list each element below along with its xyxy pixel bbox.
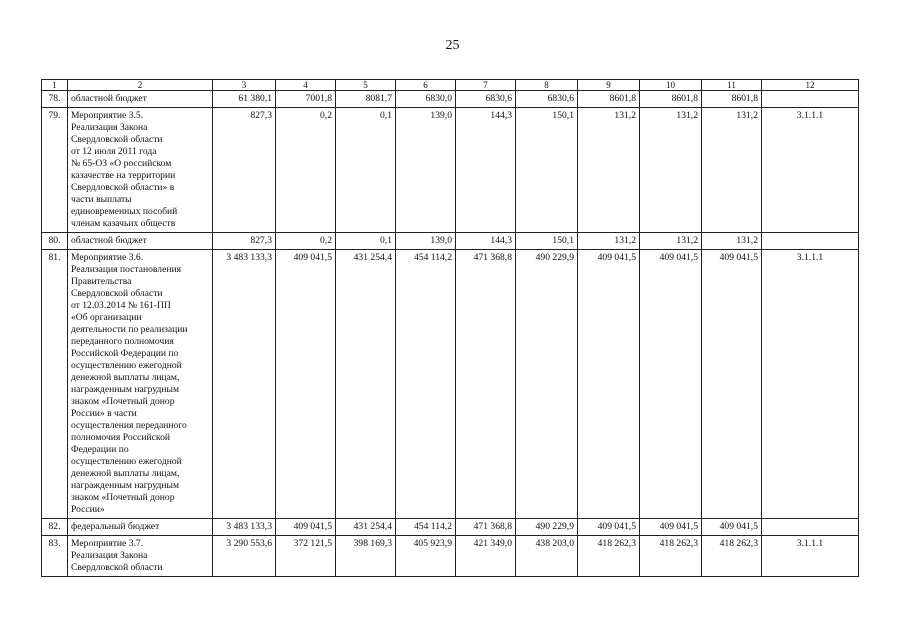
table-row (42, 233, 859, 250)
value-cell: 418 262,3 (578, 536, 640, 577)
description-line: денежной выплаты лицам, (71, 372, 180, 383)
description-line: Федерации по (71, 444, 129, 455)
description-line: Свердловской области (71, 134, 163, 145)
column-number: 9 (578, 80, 640, 91)
value-cell: 409 041,5 (578, 250, 640, 519)
value-cell: 131,2 (640, 233, 702, 250)
row-description (68, 519, 213, 536)
value-cell: 405 923,9 (396, 536, 456, 577)
value-cell: 144,3 (456, 233, 516, 250)
value-cell: 471 368,8 (456, 250, 516, 519)
value-cell: 3 290 553,6 (213, 536, 276, 577)
value-cell: 131,2 (702, 233, 762, 250)
value-cell: 3 483 133,3 (213, 250, 276, 519)
row-number: 80. (42, 233, 68, 250)
value-cell: 409 041,5 (640, 250, 702, 519)
value-cell: 8081,7 (336, 91, 396, 108)
value-cell: 372 121,5 (276, 536, 336, 577)
page-number: 25 (445, 38, 460, 53)
value-cell: 827,3 (213, 108, 276, 233)
column-number: 12 (762, 80, 859, 91)
description-line: деятельности по реализации (71, 324, 188, 335)
table-row (42, 519, 859, 536)
description-line: членам казачьих обществ (71, 218, 176, 229)
description-line: переданного полномочия (71, 336, 174, 347)
target-code: 3.1.1.1 (762, 536, 859, 577)
value-cell: 144,3 (456, 108, 516, 233)
description-line: Свердловской области (71, 562, 163, 573)
description-line: Свердловской области» в (71, 182, 175, 193)
value-cell: 431 254,4 (336, 519, 396, 536)
description-line: знаком «Почетный донор (71, 396, 175, 407)
value-cell: 418 262,3 (702, 536, 762, 577)
description-line: Мероприятие 3.6. (71, 252, 144, 263)
description-line: денежной выплаты лицам, (71, 468, 180, 479)
row-description (68, 233, 213, 250)
description-line: областной бюджет (71, 93, 147, 104)
column-number: 11 (702, 80, 762, 91)
value-cell: 454 114,2 (396, 250, 456, 519)
row-number: 83. (42, 536, 68, 577)
description-line: Свердловской области (71, 288, 163, 299)
column-number: 7 (456, 80, 516, 91)
column-number: 4 (276, 80, 336, 91)
row-description (68, 536, 213, 577)
description-line: от 12 июля 2011 года (71, 146, 157, 157)
description-line: Реализация Закона (71, 122, 148, 133)
value-cell: 490 229,9 (516, 519, 578, 536)
budget-table (41, 79, 859, 577)
table-row (42, 108, 859, 233)
description-line: Мероприятие 3.5. (71, 110, 144, 121)
description-line: знаком «Почетный донор (71, 492, 175, 503)
value-cell: 0,1 (336, 108, 396, 233)
value-cell: 409 041,5 (702, 519, 762, 536)
description-line: России» в части (71, 408, 137, 419)
description-line: единовременных пособий (71, 206, 178, 217)
value-cell: 131,2 (640, 108, 702, 233)
target-code: 3.1.1.1 (762, 108, 859, 233)
row-number: 78. (42, 91, 68, 108)
value-cell: 409 041,5 (578, 519, 640, 536)
value-cell: 421 349,0 (456, 536, 516, 577)
description-line: Правительства (71, 276, 132, 287)
column-number: 6 (396, 80, 456, 91)
description-line: Российской Федерации по (71, 348, 179, 359)
column-number: 3 (213, 80, 276, 91)
value-cell: 0,2 (276, 108, 336, 233)
value-cell: 490 229,9 (516, 250, 578, 519)
value-cell: 131,2 (702, 108, 762, 233)
target-code (762, 233, 859, 250)
description-line: Реализация постановления (71, 264, 182, 275)
table-row (42, 250, 859, 519)
description-line: полномочия Российской (71, 432, 171, 443)
value-cell: 6830,6 (456, 91, 516, 108)
column-number: 8 (516, 80, 578, 91)
description-line: части выплаты (71, 194, 132, 205)
description-line: Реализация Закона (71, 550, 148, 561)
value-cell: 150,1 (516, 233, 578, 250)
value-cell: 398 169,3 (336, 536, 396, 577)
value-cell: 139,0 (396, 233, 456, 250)
row-number: 82. (42, 519, 68, 536)
value-cell: 409 041,5 (276, 519, 336, 536)
value-cell: 6830,0 (396, 91, 456, 108)
value-cell: 139,0 (396, 108, 456, 233)
description-line: награжденным нагрудным (71, 384, 180, 395)
value-cell: 8601,8 (702, 91, 762, 108)
value-cell: 0,1 (336, 233, 396, 250)
column-number: 10 (640, 80, 702, 91)
description-line: Мероприятие 3.7. (71, 538, 144, 549)
description-line: от 12.03.2014 № 161-ПП (71, 300, 171, 311)
value-cell: 409 041,5 (276, 250, 336, 519)
value-cell: 0,2 (276, 233, 336, 250)
value-cell: 438 203,0 (516, 536, 578, 577)
value-cell: 409 041,5 (702, 250, 762, 519)
value-cell: 7001,8 (276, 91, 336, 108)
value-cell: 6830,6 (516, 91, 578, 108)
value-cell: 471 368,8 (456, 519, 516, 536)
description-line: России» (71, 504, 105, 515)
row-description (68, 108, 213, 233)
value-cell: 131,2 (578, 233, 640, 250)
value-cell: 131,2 (578, 108, 640, 233)
column-number: 1 (42, 80, 68, 91)
table-row (42, 91, 859, 108)
value-cell: 8601,8 (578, 91, 640, 108)
target-code (762, 519, 859, 536)
description-line: «Об организации (71, 312, 142, 323)
column-number-row (42, 80, 859, 91)
value-cell: 454 114,2 (396, 519, 456, 536)
row-description (68, 91, 213, 108)
value-cell: 827,3 (213, 233, 276, 250)
value-cell: 61 380,1 (213, 91, 276, 108)
row-description (68, 250, 213, 519)
value-cell: 431 254,4 (336, 250, 396, 519)
target-code: 3.1.1.1 (762, 250, 859, 519)
description-line: награжденным нагрудным (71, 480, 180, 491)
value-cell: 150,1 (516, 108, 578, 233)
table-row (42, 536, 859, 577)
value-cell: 418 262,3 (640, 536, 702, 577)
target-code (762, 91, 859, 108)
description-line: осуществления переданного (71, 420, 187, 431)
column-number: 5 (336, 80, 396, 91)
description-line: областной бюджет (71, 235, 147, 246)
description-line: осуществлению ежегодной (71, 360, 182, 371)
description-line: федеральный бюджет (71, 521, 160, 532)
value-cell: 3 483 133,3 (213, 519, 276, 536)
value-cell: 8601,8 (640, 91, 702, 108)
description-line: № 65-ОЗ «О российском (71, 158, 172, 169)
row-number: 81. (42, 250, 68, 519)
description-line: осуществлению ежегодной (71, 456, 182, 467)
row-number: 79. (42, 108, 68, 233)
description-line: казачестве на территории (71, 170, 176, 181)
value-cell: 409 041,5 (640, 519, 702, 536)
column-number: 2 (68, 80, 213, 91)
